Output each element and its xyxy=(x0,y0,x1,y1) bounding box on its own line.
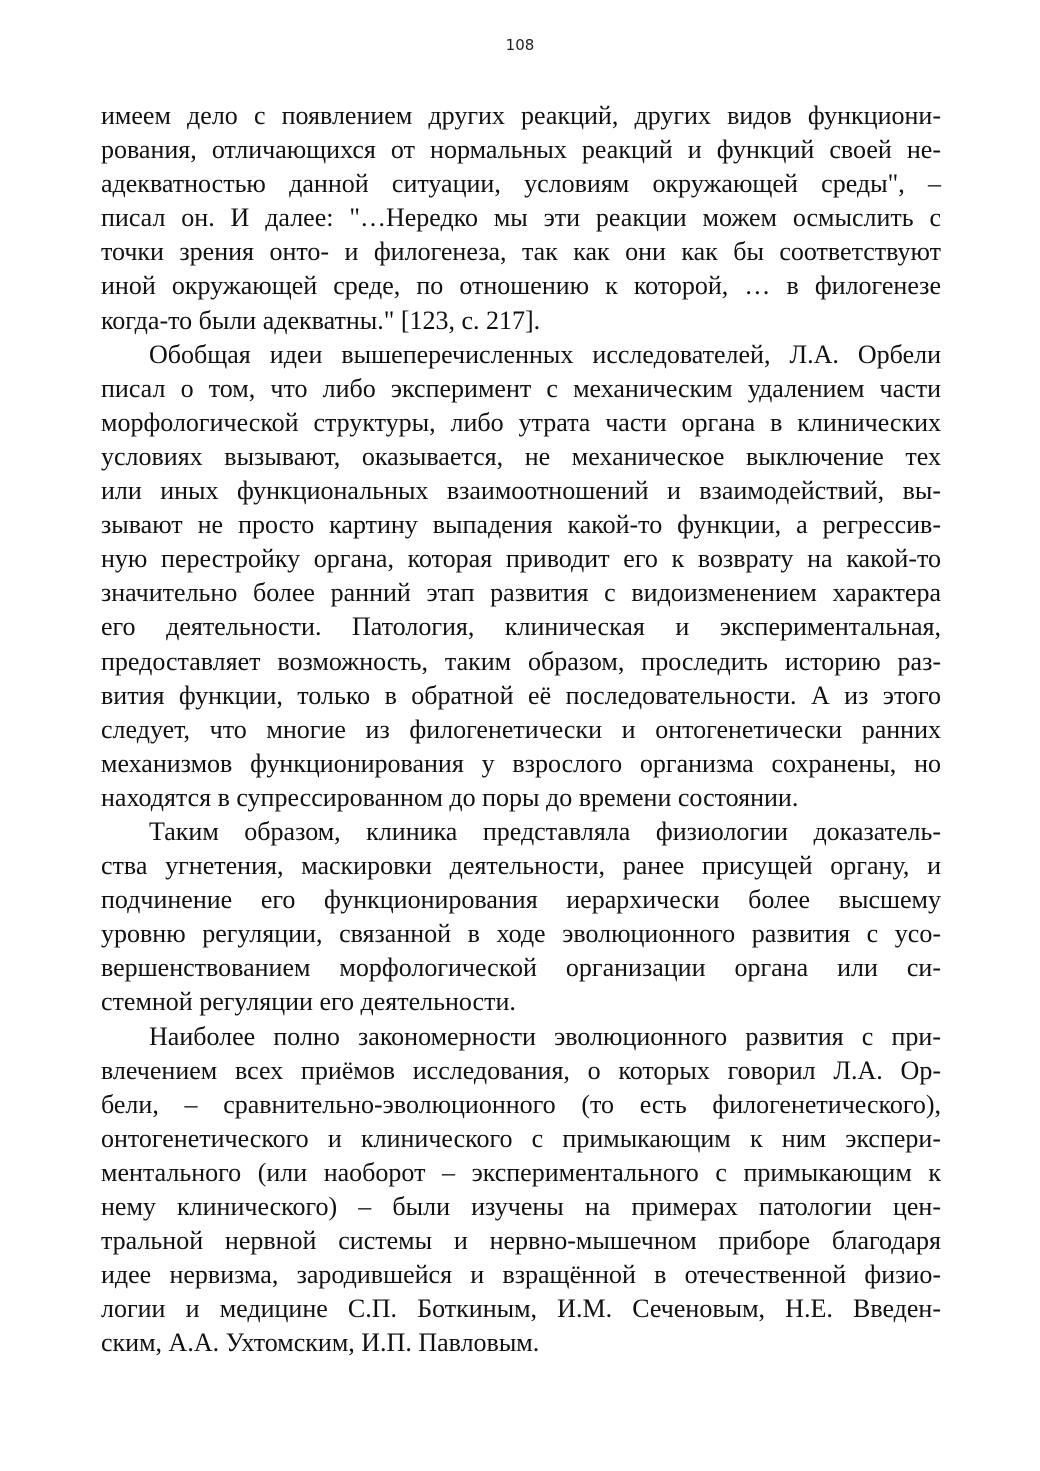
text-line: ства угнетения, маскировки деятельности, ранее присущей органу, и xyxy=(101,851,941,881)
text-line: значительно более ранний этап развития с видоизменением характера xyxy=(101,578,941,608)
body-text xyxy=(101,99,941,1360)
text-line: подчинение его функционирования иерархически более высшему xyxy=(101,885,941,915)
text-line: зывают не просто картину выпадения какой-то функции, а регрессив- xyxy=(101,510,941,540)
paragraph-4 xyxy=(101,1020,941,1361)
text-line: идее нервизма, зародившейся и взращённой в отечественной физио- xyxy=(101,1260,941,1290)
text-line: точки зрения онто- и филогенеза, так как они как бы соответствуют xyxy=(101,237,941,267)
paragraph-1 xyxy=(101,99,941,338)
text-line: или иных функциональных взаимоотношений и взаимодействий, вы- xyxy=(101,476,941,506)
text-line: Наиболее полно закономерности эволюционного развития с при- xyxy=(149,1021,941,1051)
text-line: влечением всех приёмов исследования, о которых говорил Л.А. Ор- xyxy=(101,1055,941,1085)
text-line: вершенствованием морфологической организации органа или си- xyxy=(101,953,941,983)
text-line: адекватностью данной ситуации, условиям окружающей среды", – xyxy=(101,169,941,199)
text-line: предоставляет возможность, таким образом, проследить историю раз- xyxy=(101,646,941,676)
text-line: находятся в супрессированном до поры до времени состоянии. xyxy=(101,782,799,812)
paragraph-3 xyxy=(101,815,941,1020)
text-line: следует, что многие из филогенетически и онтогенетически ранних xyxy=(101,714,941,744)
text-line: логии и медицине С.П. Боткиным, И.М. Сеченовым, Н.Е. Введен- xyxy=(101,1294,941,1324)
text-line: вития функции, только в обратной её последовательности. А из этого xyxy=(101,680,941,710)
text-line: его деятельности. Патология, клиническая и экспериментальная, xyxy=(101,612,941,642)
text-line: стемной регуляции его деятельности. xyxy=(101,987,516,1017)
text-line: уровню регуляции, связанной в ходе эволюционного развития с усо- xyxy=(101,919,941,949)
text-line: ментального (или наоборот – экспериментального с примыкающим к xyxy=(101,1157,941,1187)
text-line: рования, отличающихся от нормальных реакций и функций своей не- xyxy=(101,135,941,165)
text-line: Таким образом, клиника представляла физиологии доказатель- xyxy=(149,816,941,846)
text-line: нему клинического) – были изучены на примерах патологии цен- xyxy=(101,1192,941,1221)
paragraph-2 xyxy=(101,338,941,815)
text-line: тральной нервной системы и нервно-мышечном приборе благодаря xyxy=(101,1226,941,1256)
text-line: когда-то были адекватны." [123, с. 217]. xyxy=(101,305,541,335)
text-line: условиях вызывают, оказывается, не механическое выключение тех xyxy=(101,441,941,471)
text-line: морфологической структуры, либо утрата части органа в клинических xyxy=(101,407,941,437)
text-line: ским, А.А. Ухтомским, И.П. Павловым. xyxy=(101,1328,540,1358)
text-line: иной окружающей среде, по отношению к которой, … в филогенезе xyxy=(101,271,941,301)
page-number: 108 xyxy=(505,36,535,54)
text-line: писал он. И далее: "…Нередко мы эти реакции можем осмыслить с xyxy=(101,203,941,233)
text-line: бели, – сравнительно-эволюционного (то есть филогенетического), xyxy=(101,1089,941,1119)
text-line: механизмов функционирования у взрослого организма сохранены, но xyxy=(101,748,941,778)
text-line: писал о том, что либо эксперимент с механическим удалением части xyxy=(101,373,941,403)
text-line: онтогенетического и клинического с примыкающим к ним экспери- xyxy=(101,1123,941,1153)
text-line: имеем дело с появлением других реакций, других видов функциони- xyxy=(101,101,941,130)
text-line: Обобщая идеи вышеперечисленных исследователей, Л.А. Орбели xyxy=(149,339,941,369)
text-line: ную перестройку органа, которая приводит его к возврату на какой-то xyxy=(101,544,941,574)
